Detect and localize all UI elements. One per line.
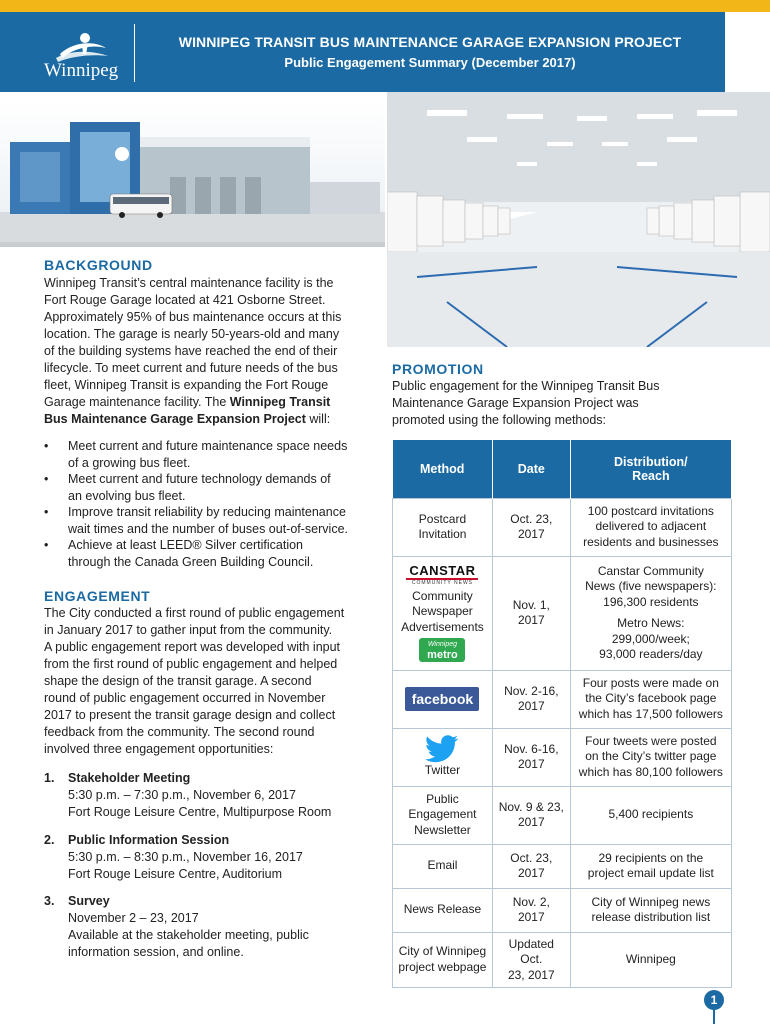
item-title: Public Information Session [68,833,230,847]
promotion-table [392,440,732,988]
page-title: WINNIPEG TRANSIT BUS MAINTENANCE GARAGE EXPANSION PROJECT [178,34,682,50]
method-cell [393,728,493,786]
list-item [44,537,384,570]
page-number: 1 [704,990,724,1010]
header-divider [134,24,135,82]
list-item [44,504,384,537]
metro-logo-topline: Winnipeg [427,641,458,649]
background-line: of the building systems have reached the end of their [44,344,338,358]
column-header-date: Date [492,440,570,498]
background-paragraph [44,275,389,428]
reach-metro: Metro News: 299,000/week; 93,000 readers/day [599,616,703,661]
table-row [393,888,732,932]
facebook-logo-icon: facebook [405,687,479,711]
table-row [393,728,732,786]
promotion-paragraph [392,378,732,429]
background-bullet-list [44,438,384,570]
promotion-line: promoted using the following methods: [392,413,607,427]
engagement-item-stakeholder [44,770,384,821]
background-line: Fort Rouge Garage located at 421 Osborne Street. [44,293,326,307]
method-cell: Postcard Invitation [393,498,493,556]
item-title: Survey [68,894,110,908]
top-accent-bar [0,0,770,12]
date-cell: Nov. 6-16, 2017 [492,728,570,786]
item-line: information session, and online. [68,945,244,959]
reach-cell: 100 postcard invitations delivered to adjacent residents and businesses [570,498,731,556]
promotion-heading: PROMOTION [392,361,484,377]
page-header [0,12,725,92]
reach-cell: 29 recipients on the project email update list [570,844,731,888]
bullet-line: wait times and the number of buses out-of-service. [68,521,348,536]
engagement-line: in January 2017 to gather input from the community. [44,623,333,637]
column-header-method: Method [393,440,493,498]
reach-cell: Four tweets were posted on the City’s twitter page which has 80,100 followers [570,728,731,786]
column-header-reach: Distribution/ Reach [570,440,731,498]
method-cell: News Release [393,888,493,932]
method-label: Community Newspaper Advertisements [401,588,484,634]
item-line: November 2 – 23, 2017 [68,911,199,925]
method-cell: Public Engagement Newsletter [393,786,493,844]
background-text: will: [305,412,331,426]
reach-canstar: Canstar Community News (five newspapers): 196,300 residents [585,563,717,609]
date-cell: Nov. 2-16, 2017 [492,670,570,728]
date-cell: Oct. 23, 2017 [492,498,570,556]
canstar-logo-subtext: COMMUNITY NEWS [411,579,474,586]
engagement-line: The City conducted a first round of public engagement [44,606,345,620]
item-line: 5:30 p.m. – 7:30 p.m., November 6, 2017 [68,788,296,802]
canstar-logo-text: CANSTAR [406,564,478,580]
background-heading: BACKGROUND [44,257,153,273]
item-line: Fort Rouge Leisure Centre, Multipurpose Room [68,805,332,819]
method-cell: Email [393,844,493,888]
table-row [393,932,732,988]
table-row [393,844,732,888]
engagement-line: shape the design of the transit garage. A second [44,674,312,688]
logo-wordmark: Winnipeg [44,60,119,81]
date-cell: Nov. 2, 2017 [492,888,570,932]
item-number: 2. [44,833,55,847]
engagement-line: 2017 to present the transit garage design and collect [44,708,336,722]
table-row [393,556,732,670]
promotion-line: Maintenance Garage Expansion Project was [392,396,639,410]
engagement-line: round of public engagement occurred in November [44,691,326,705]
table-row [393,498,732,556]
promotion-line: Public engagement for the Winnipeg Transit Bus [392,379,660,393]
list-item [44,471,384,504]
garage-interior-image [387,92,770,347]
reach-cell: Four posts were made on the City’s facebook page which has 17,500 followers [570,670,731,728]
background-line: Approximately 95% of bus maintenance occurs at this [44,310,342,324]
list-item [44,438,384,471]
engagement-heading: ENGAGEMENT [44,588,151,604]
garage-exterior-image [0,102,385,247]
engagement-item-survey [44,893,384,961]
item-line: Fort Rouge Leisure Centre, Auditorium [68,867,282,881]
engagement-line: involved three engagement opportunities: [44,742,274,756]
engagement-line: feedback from the community. The second round [44,725,315,739]
reach-cell: Winnipeg [570,932,731,988]
date-cell: Nov. 9 & 23, 2017 [492,786,570,844]
engagement-item-info-session [44,832,384,883]
bullet-line: • Achieve at least LEED® Silver certification [68,538,304,552]
engagement-line: A public engagement report was developed with input [44,640,341,654]
item-line: 5:30 p.m. – 8:30 p.m., November 16, 2017 [68,850,303,864]
table-row [393,786,732,844]
table-row [393,670,732,728]
item-line: Available at the stakeholder meeting, public [68,928,309,942]
background-line: lifecycle. To meet current and future needs of the bus [44,361,338,375]
date-cell: Nov. 1, 2017 [492,556,570,670]
date-cell: Updated Oct. 23, 2017 [492,932,570,988]
background-line: location. The garage is nearly 50-years-old and many [44,327,340,341]
method-cell [393,670,493,728]
metro-logo-text: metro [427,649,458,662]
bullet-line: an evolving bus fleet. [68,488,186,503]
item-number: 1. [44,771,55,785]
background-line: fleet, Winnipeg Transit is expanding the Fort Rouge [44,378,329,392]
background-line [44,411,389,428]
table-header-row [393,440,732,498]
background-line [44,394,389,411]
reach-cell: 5,400 recipients [570,786,731,844]
twitter-bird-icon [425,735,459,763]
item-title: Stakeholder Meeting [68,771,191,785]
engagement-line: from the first round of public engagement and helped [44,657,338,671]
project-name-bold: Winnipeg Transit [229,395,331,409]
method-label: Twitter [424,763,461,778]
method-cell: City of Winnipeg project webpage [393,932,493,988]
background-line: Winnipeg Transit’s central maintenance facility is the [44,276,334,290]
canstar-logo-icon [406,564,478,587]
bullet-line: of a growing bus fleet. [68,455,191,470]
date-cell: Oct. 23, 2017 [492,844,570,888]
bullet-line: • Meet current and future maintenance space needs [68,439,348,453]
page-subtitle: Public Engagement Summary (December 2017) [284,55,576,70]
reach-cell: City of Winnipeg news release distribution list [570,888,731,932]
page-number-line [713,1010,715,1024]
background-text: Garage maintenance facility. The [44,395,230,409]
bullet-line: through the Canada Green Building Council. [68,554,314,569]
engagement-paragraph [44,605,389,758]
bullet-line: • Improve transit reliability by reducing maintenance [68,505,346,519]
project-name-bold: Bus Maintenance Garage Expansion Project [44,412,306,426]
method-cell [393,556,493,670]
item-number: 3. [44,894,55,908]
bullet-line: • Meet current and future technology demands of [68,472,331,486]
reach-cell [570,556,731,670]
metro-logo-icon [419,638,465,662]
